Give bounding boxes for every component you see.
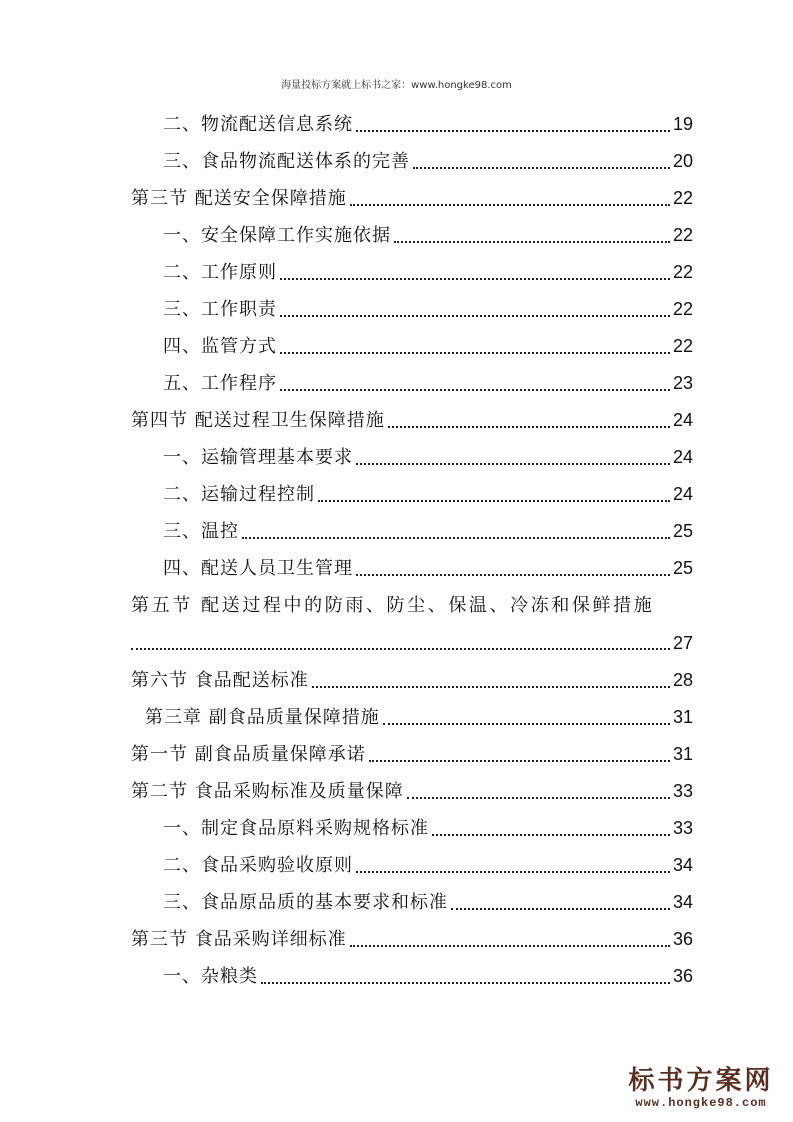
- toc-entry-page: 24: [672, 447, 693, 467]
- toc-entry-page: 36: [672, 929, 693, 949]
- logo-url: www.hongke98.com: [635, 1096, 767, 1110]
- toc-entry-label: 二、工作原则: [163, 262, 277, 283]
- toc-entry-label: 第三章 副食品质量保障措施: [145, 707, 380, 728]
- toc-entry-page: 24: [672, 410, 693, 430]
- toc-entry-label: 三、食品原品质的基本要求和标准: [163, 892, 448, 913]
- dot-leader: [318, 500, 670, 502]
- toc-entry[interactable]: [163, 112, 693, 137]
- dot-leader: [350, 204, 670, 206]
- toc-entry[interactable]: [131, 186, 693, 211]
- toc-entry-page: 31: [672, 744, 693, 764]
- toc-entry-label: 第三节 配送安全保障措施: [131, 188, 347, 209]
- toc-entry-page: 25: [672, 558, 693, 578]
- toc-entry-label: 第四节 配送过程卫生保障措施: [131, 410, 385, 431]
- toc-entry-label: 一、运输管理基本要求: [163, 447, 353, 468]
- toc-entry-page: 20: [672, 151, 693, 171]
- toc-entry-label: 二、物流配送信息系统: [163, 114, 353, 135]
- toc-entry-label: 第五节 配送过程中的防雨、防尘、保温、冷冻和保鲜措施: [131, 595, 655, 616]
- toc-entry-label: 二、食品采购验收原则: [163, 855, 353, 876]
- toc-entry[interactable]: [163, 853, 693, 878]
- dot-leader: [356, 463, 670, 465]
- toc-entry-label: 一、安全保障工作实施依据: [163, 225, 391, 246]
- toc-entry-label: 一、杂粮类: [163, 966, 258, 987]
- toc-entry-label: 二、运输过程控制: [163, 484, 315, 505]
- toc-entry[interactable]: [163, 149, 693, 174]
- toc-entry[interactable]: [163, 297, 693, 322]
- toc-entry-page: 22: [672, 262, 693, 282]
- toc-entry-page: 25: [672, 521, 693, 541]
- toc-entry[interactable]: [163, 890, 693, 915]
- toc-entry[interactable]: [131, 742, 693, 767]
- dot-leader: [312, 686, 670, 688]
- toc-entry-label: 五、工作程序: [163, 373, 277, 394]
- toc-entry[interactable]: [163, 482, 693, 507]
- toc-entry-label: 三、食品物流配送体系的完善: [163, 151, 410, 172]
- toc-entry[interactable]: [163, 334, 693, 359]
- toc-entry[interactable]: [131, 408, 693, 433]
- toc-entry-page: 22: [672, 225, 693, 245]
- dot-leader: [388, 426, 670, 428]
- dot-leader: [261, 982, 670, 984]
- dot-leader: [432, 834, 670, 836]
- page-header: 海量投标方案就上标书之家：www.hongke98.com: [281, 80, 512, 91]
- toc-entry-page: 31: [672, 707, 693, 727]
- toc-entry-label: 一、制定食品原料采购规格标准: [163, 818, 429, 839]
- toc-entry-page: 24: [672, 484, 693, 504]
- dot-leader: [280, 315, 670, 317]
- toc-entry-label: 四、配送人员卫生管理: [163, 558, 353, 579]
- toc-entry-page: 34: [672, 892, 693, 912]
- dot-leader: [350, 945, 670, 947]
- dot-leader: [369, 760, 670, 762]
- toc-entry-label: 第六节 食品配送标准: [131, 670, 309, 691]
- toc-entry-page: 22: [672, 188, 693, 208]
- toc-entry-label: 第二节 食品采购标准及质量保障: [131, 781, 404, 802]
- toc-entry[interactable]: [145, 705, 693, 730]
- site-logo: [621, 1066, 781, 1110]
- logo-title: 标书方案网: [628, 1066, 774, 1096]
- toc-entry-page: 33: [672, 781, 693, 801]
- toc-entry-page: 34: [672, 855, 693, 875]
- toc-entry-page: 22: [672, 336, 693, 356]
- dot-leader: [280, 389, 670, 391]
- toc-entry-page: 19: [672, 114, 693, 134]
- toc-entry[interactable]: [163, 223, 693, 248]
- dot-leader: [356, 574, 670, 576]
- dot-leader: [280, 352, 670, 354]
- table-of-contents: [0, 104, 793, 1004]
- dot-leader: [394, 241, 670, 243]
- toc-entry-label: 第三节 食品采购详细标准: [131, 929, 347, 950]
- toc-entry-page: 23: [672, 373, 693, 393]
- dot-leader: [383, 723, 670, 725]
- toc-entry-page: 36: [672, 966, 693, 986]
- dot-leader: [413, 167, 670, 169]
- toc-entry-page: 22: [672, 299, 693, 319]
- toc-entry-label: 四、监管方式: [163, 336, 277, 357]
- toc-entry-page: 27: [672, 633, 693, 653]
- toc-entry-wrapped[interactable]: [131, 594, 693, 618]
- toc-entry-continuation[interactable]: [131, 631, 693, 655]
- dot-leader: [242, 537, 670, 539]
- toc-entry[interactable]: [131, 668, 693, 693]
- dot-leader: [407, 797, 670, 799]
- dot-leader: [280, 278, 670, 280]
- dot-leader: [451, 908, 670, 910]
- toc-entry-page: 33: [672, 818, 693, 838]
- toc-entry[interactable]: [163, 371, 693, 396]
- dot-leader: [356, 871, 670, 873]
- toc-entry[interactable]: [163, 260, 693, 285]
- toc-entry-label: 第一节 副食品质量保障承诺: [131, 744, 366, 765]
- dot-leader: [131, 648, 670, 650]
- toc-entry[interactable]: [131, 779, 693, 804]
- dot-leader: [356, 130, 670, 132]
- toc-entry[interactable]: [163, 445, 693, 470]
- toc-entry[interactable]: [163, 556, 693, 581]
- toc-entry-label: 三、温控: [163, 521, 239, 542]
- toc-entry-page: 28: [672, 670, 693, 690]
- toc-entry[interactable]: [131, 927, 693, 952]
- toc-entry-label: 三、工作职责: [163, 299, 277, 320]
- toc-entry[interactable]: [163, 964, 693, 989]
- toc-entry[interactable]: [163, 519, 693, 544]
- toc-entry[interactable]: [163, 816, 693, 841]
